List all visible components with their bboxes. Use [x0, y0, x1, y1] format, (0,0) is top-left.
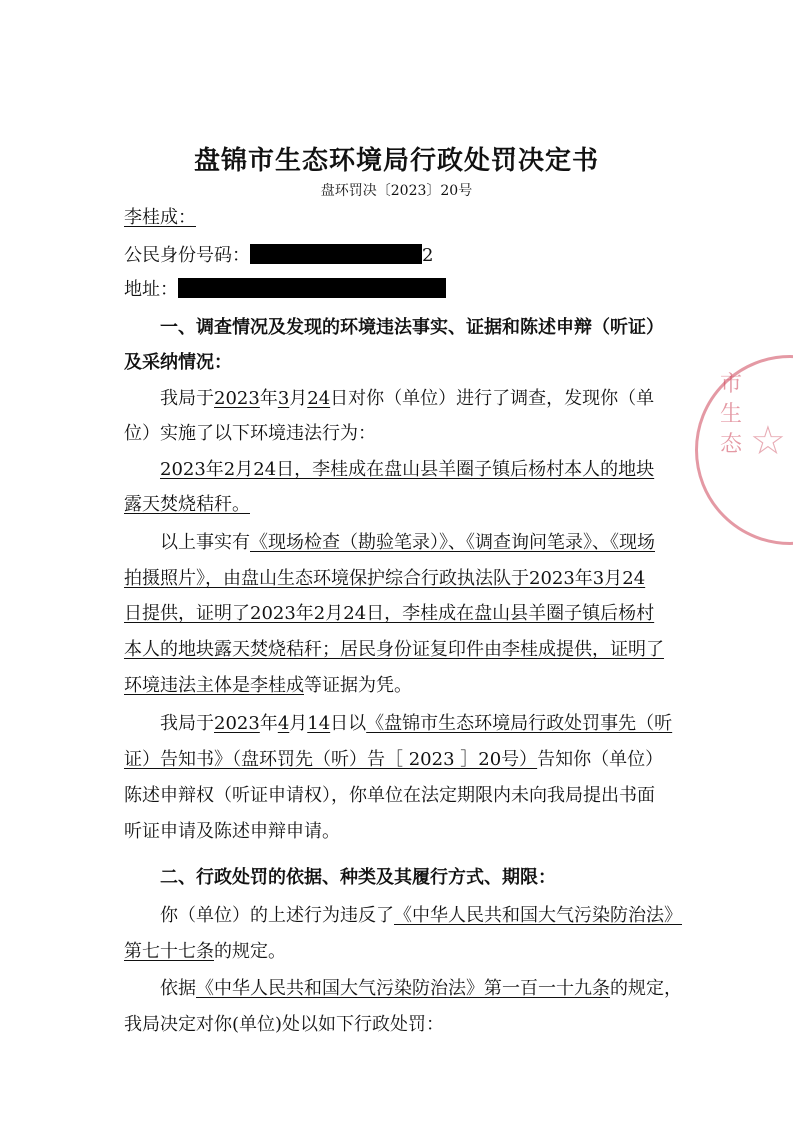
seal-text: 市生态 — [720, 372, 743, 457]
violation-law-paragraph-cont: 第七十七条的规定。 — [124, 941, 286, 962]
section2-heading: 二、行政处罚的依据、种类及其履行方式、期限： — [160, 867, 556, 888]
evidence-line-2: 拍摄照片》，由盘山生态环境保护综合行政执法队于2023年3月24 — [124, 568, 646, 589]
party-name: 李桂成： — [124, 207, 196, 228]
investigation-paragraph-cont: 位）实施了以下环境违法行为： — [124, 423, 376, 444]
seal-star-icon: ☆ — [750, 418, 786, 464]
notice-line-4: 听证申请及陈述申辩申请。 — [124, 821, 340, 842]
evidence-paragraph: 以上事实有《现场检查（勘验笔录）》、《调查询问笔录》、《现场 — [160, 532, 655, 553]
id-label: 公民身份号码： — [124, 245, 250, 266]
evidence-line-3: 日提供，证明了2023年2月24日，李桂成在盘山县羊圈子镇后杨村 — [124, 603, 655, 624]
party-id-line — [124, 243, 684, 269]
notice-paragraph: 我局于2023年4月14日以《盘锦市生态环境局行政处罚事先（听 — [160, 713, 673, 734]
party-address-line — [124, 277, 684, 303]
evidence-line-5: 环境违法主体是李桂成等证据为凭。 — [124, 675, 412, 696]
redaction-bar — [250, 244, 422, 264]
notice-line-2: 证）告知书》（盘环罚先（听）告［ 2023 ］20号）告知你（单位） — [124, 749, 664, 770]
investigation-paragraph: 我局于2023年3月24日对你（单位）进行了调查，发现你（单 — [160, 388, 655, 409]
address-label: 地址： — [124, 279, 178, 300]
violation-law-paragraph: 你（单位）的上述行为违反了《中华人民共和国大气污染防治法》 — [160, 905, 682, 926]
notice-line-3: 陈述申辩权（听证申请权），你单位在法定期限内未向我局提出书面 — [124, 785, 655, 806]
penalty-basis-paragraph: 依据《中华人民共和国大气污染防治法》第一百一十九条的规定， — [160, 978, 682, 999]
penalty-basis-paragraph-cont: 我局决定对你(单位)处以如下行政处罚： — [124, 1014, 445, 1035]
document-number: 盘环罚决〔2023〕20号 — [320, 183, 473, 199]
violation-text-cont: 露天焚烧秸秆。 — [124, 494, 250, 515]
evidence-line-4: 本人的地块露天焚烧秸秆；居民身份证复印件由李桂成提供，证明了 — [124, 639, 664, 660]
document-title: 盘锦市生态环境局行政处罚决定书 — [193, 146, 599, 176]
section1-heading-cont: 及采纳情况： — [124, 352, 232, 373]
section1-heading: 一、调查情况及发现的环境违法事实、证据和陈述申辩（听证） — [160, 317, 664, 338]
id-tail: 2 — [422, 245, 434, 266]
redaction-bar — [178, 278, 446, 298]
violation-text: 2023年2月24日，李桂成在盘山县羊圈子镇后杨村本人的地块 — [160, 459, 655, 480]
